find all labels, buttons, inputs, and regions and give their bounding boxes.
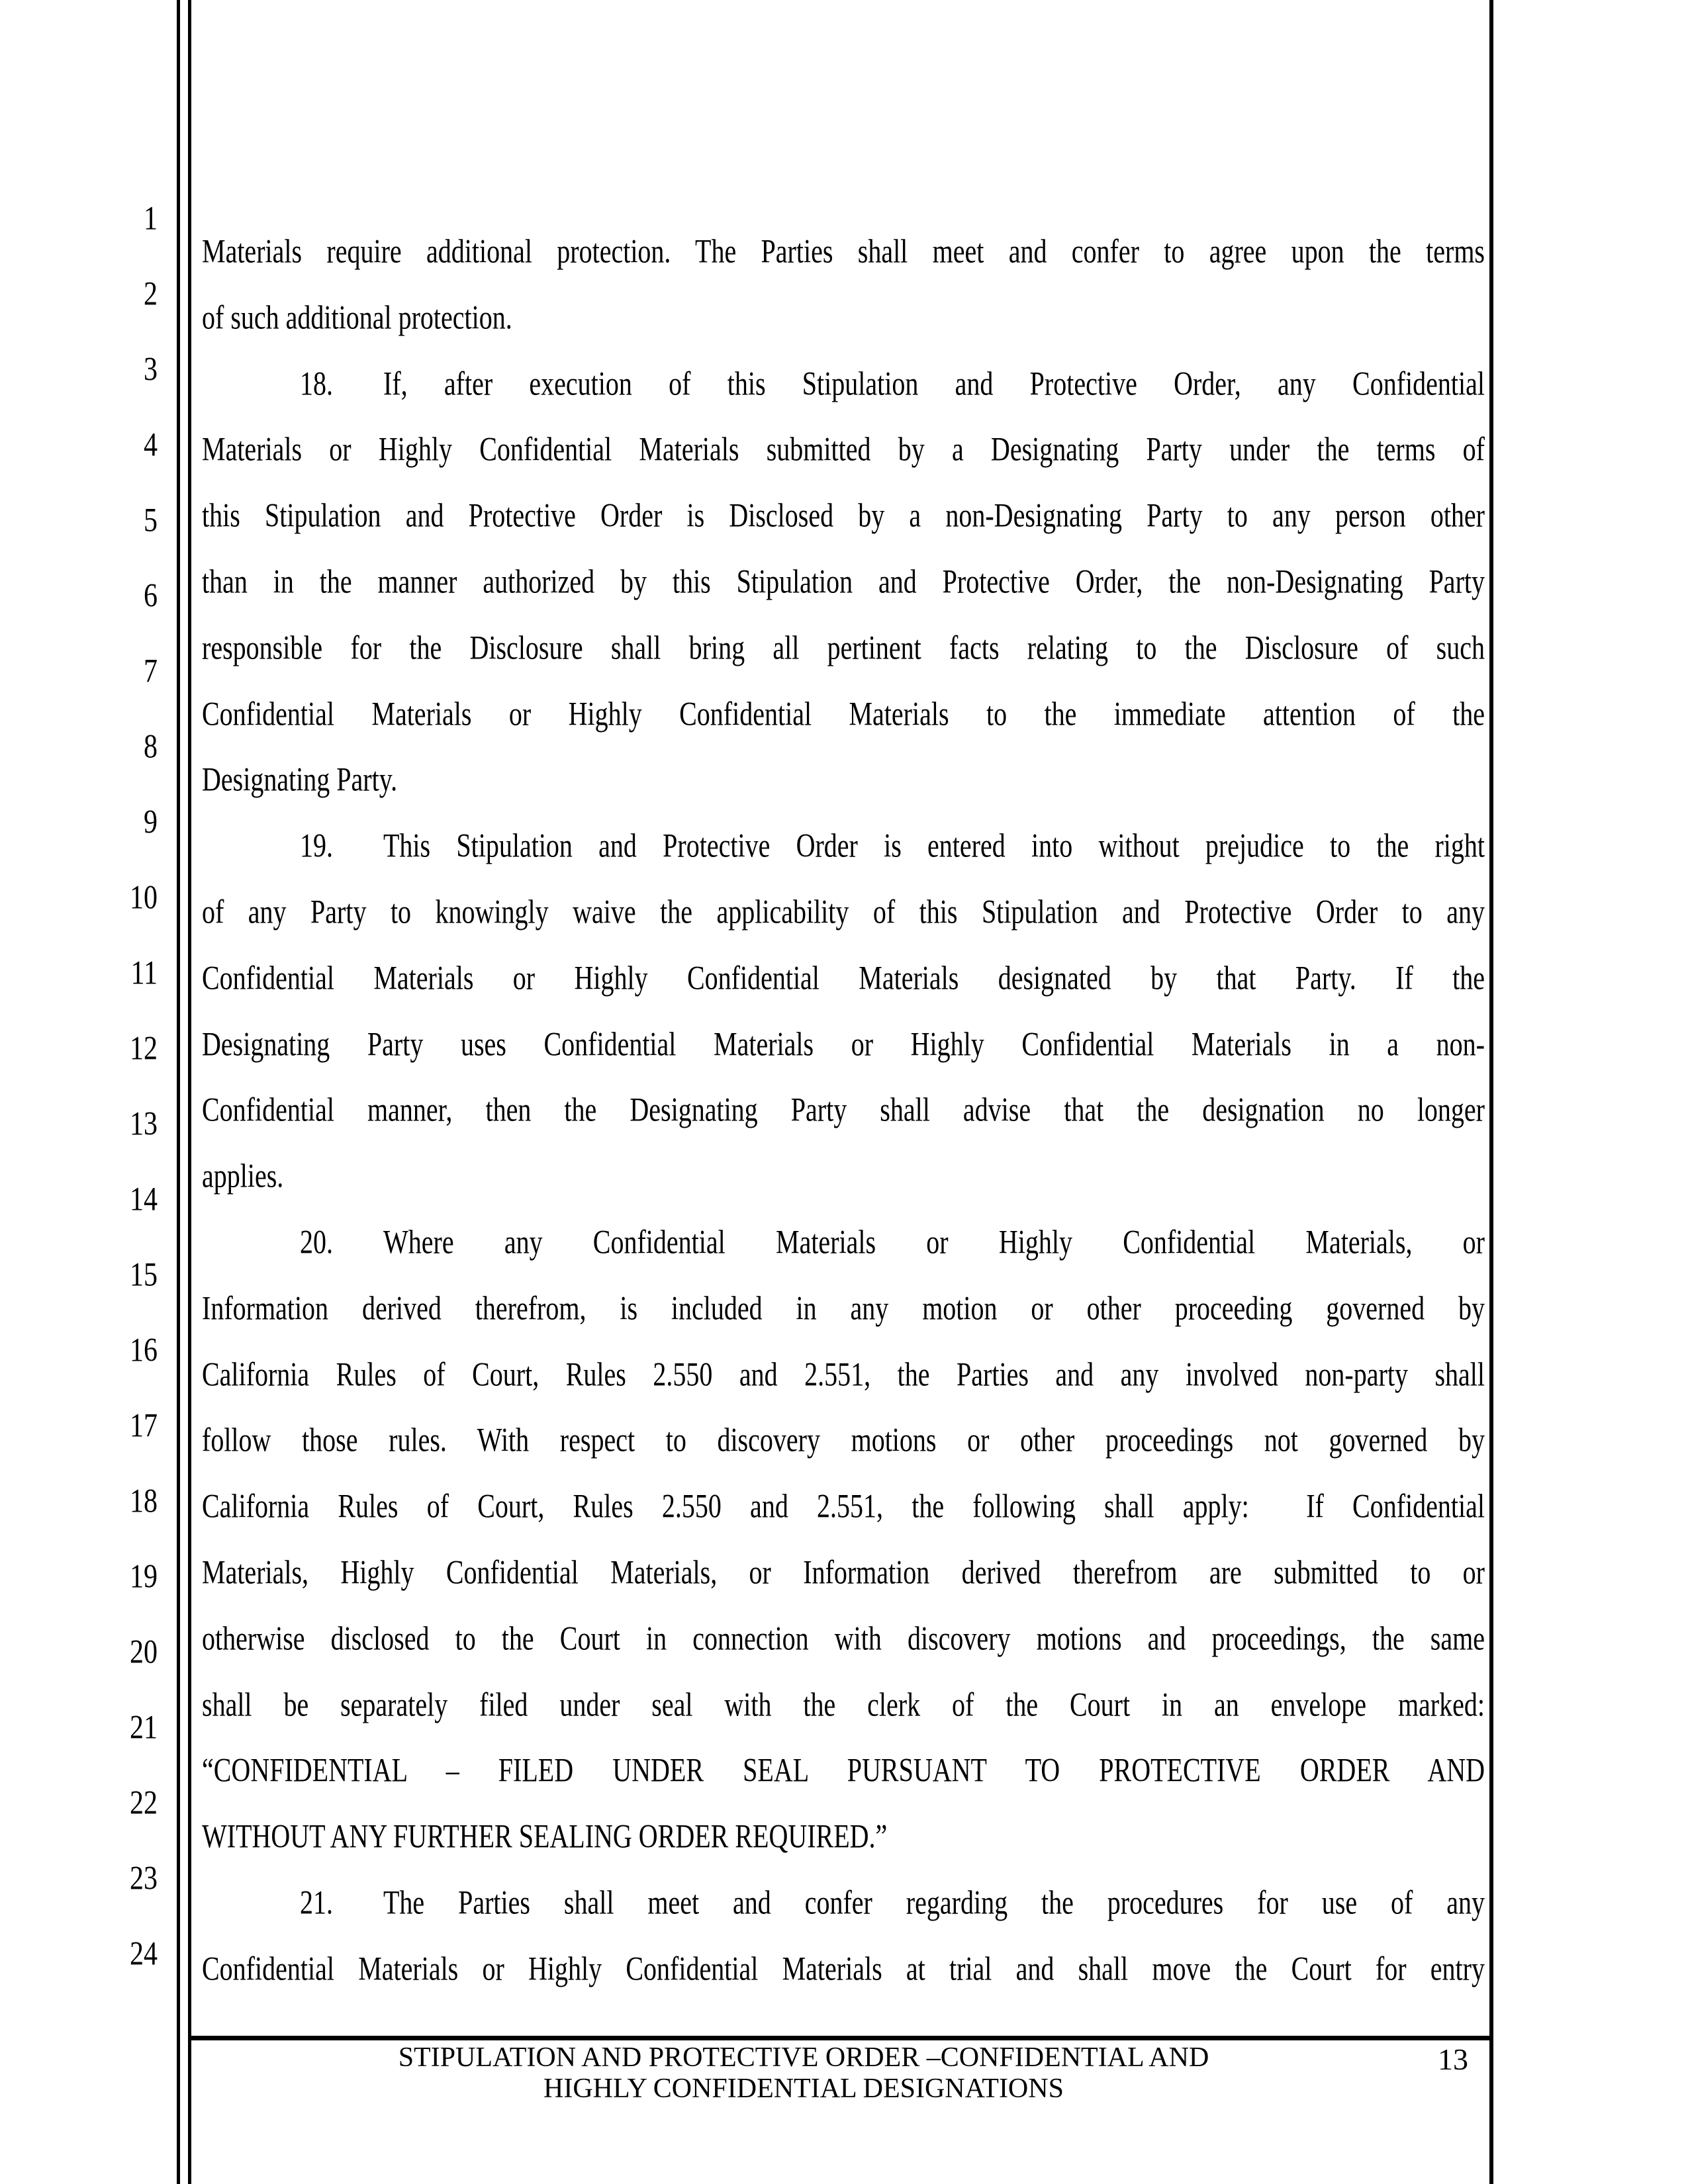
line-number: 15 <box>130 1257 158 1294</box>
line-number-column <box>79 0 158 2184</box>
paragraph-number: 21. <box>300 1883 333 1922</box>
line-number: 18 <box>130 1483 158 1520</box>
line-number: 23 <box>130 1860 158 1897</box>
line-number: 10 <box>130 880 158 917</box>
footer-divider-rule <box>188 2036 1493 2040</box>
line-number: 22 <box>130 1785 158 1822</box>
left-margin-rule-outer <box>177 0 180 2184</box>
line-number: 7 <box>144 653 158 690</box>
line-number: 16 <box>130 1332 158 1369</box>
body-line: follow those rules. With respect to discovery motions or other proceedings not governed by <box>202 1420 1485 1459</box>
body-line: California Rules of Court, Rules 2.550 and 2.551, the following shall apply: If Confidential <box>202 1486 1485 1525</box>
footer-title <box>207 2042 1401 2105</box>
body-line: Confidential Materials or Highly Confidential Materials designated by that Party. If the <box>202 958 1485 997</box>
footer-title-line2: HIGHLY CONFIDENTIAL DESIGNATIONS <box>543 2073 1064 2104</box>
line-number: 12 <box>130 1030 158 1068</box>
body-line: Designating Party. <box>202 760 398 799</box>
body-line: Materials require additional protection. The Parties shall meet and confer to agree upon the terms <box>202 232 1485 271</box>
body-line: 21. The Parties shall meet and confer regarding the procedures for use of any <box>300 1883 1485 1922</box>
body-line: applies. <box>202 1156 284 1195</box>
line-number: 4 <box>144 427 158 464</box>
body-line: California Rules of Court, Rules 2.550 and 2.551, the Parties and any involved non-party shall <box>202 1355 1485 1393</box>
body-line: 18. If, after execution of this Stipulation and Protective Order, any Confidential <box>300 364 1485 402</box>
line-number: 9 <box>144 804 158 841</box>
line-number: 13 <box>130 1106 158 1143</box>
body-line: WITHOUT ANY FURTHER SEALING ORDER REQUIRED.” <box>202 1817 888 1856</box>
body-line: Confidential Materials or Highly Confidential Materials to the immediate attention of the <box>202 694 1485 733</box>
line-number: 3 <box>144 351 158 388</box>
line-number: 24 <box>130 1936 158 1973</box>
body-line: “CONFIDENTIAL – FILED UNDER SEAL PURSUANT TO PROTECTIVE ORDER AND <box>202 1751 1485 1790</box>
body-line: than in the manner authorized by this Stipulation and Protective Order, the non-Designating Party <box>202 562 1485 601</box>
body-line: 20. Where any Confidential Materials or Highly Confidential Materials, or <box>300 1222 1485 1261</box>
line-number: 5 <box>144 502 158 539</box>
body-line: Confidential manner, then the Designating Party shall advise that the designation no longer <box>202 1090 1485 1129</box>
line-number: 11 <box>130 955 158 992</box>
line-number: 2 <box>144 276 158 313</box>
body-line: Materials, Highly Confidential Materials, or Information derived therefrom are submitted to or <box>202 1553 1485 1592</box>
body-line: Confidential Materials or Highly Confidential Materials at trial and shall move the Court for entry <box>202 1949 1485 1987</box>
body-line: of such additional protection. <box>202 298 512 336</box>
line-number: 8 <box>144 729 158 766</box>
page-number: 13 <box>1438 2042 1468 2076</box>
paragraph-number: 19. <box>300 826 333 865</box>
line-number: 17 <box>130 1408 158 1445</box>
paragraph-number: 20. <box>300 1222 333 1261</box>
body-line: shall be separately filed under seal with the clerk of the Court in an envelope marked: <box>202 1685 1485 1723</box>
body-line: Information derived therefrom, is included in any motion or other proceeding governed by <box>202 1289 1485 1327</box>
body-line: this Stipulation and Protective Order is Disclosed by a non-Designating Party to any person other <box>202 496 1485 535</box>
left-margin-rule-inner <box>188 0 191 2184</box>
body-line: Designating Party uses Confidential Materials or Highly Confidential Materials in a non- <box>202 1024 1485 1063</box>
document-body-text <box>202 218 1485 2002</box>
line-number: 1 <box>144 201 158 238</box>
line-number: 21 <box>130 1709 158 1747</box>
body-line: responsible for the Disclosure shall bring all pertinent facts relating to the Disclosure of such <box>202 628 1485 666</box>
body-line: otherwise disclosed to the Court in connection with discovery motions and proceedings, the same <box>202 1619 1485 1657</box>
body-line: 19. This Stipulation and Protective Order is entered into without prejudice to the right <box>300 826 1485 865</box>
line-number: 19 <box>130 1559 158 1596</box>
line-number: 20 <box>130 1634 158 1671</box>
paragraph-number: 18. <box>300 364 333 402</box>
line-number: 6 <box>144 578 158 615</box>
body-line: Materials or Highly Confidential Materials submitted by a Designating Party under the terms of <box>202 430 1485 469</box>
right-margin-rule <box>1489 0 1493 2184</box>
body-line: of any Party to knowingly waive the applicability of this Stipulation and Protective Order to any <box>202 892 1485 931</box>
footer-title-line1: STIPULATION AND PROTECTIVE ORDER –CONFIDENTIAL AND <box>398 2042 1209 2073</box>
line-number: 14 <box>130 1181 158 1218</box>
